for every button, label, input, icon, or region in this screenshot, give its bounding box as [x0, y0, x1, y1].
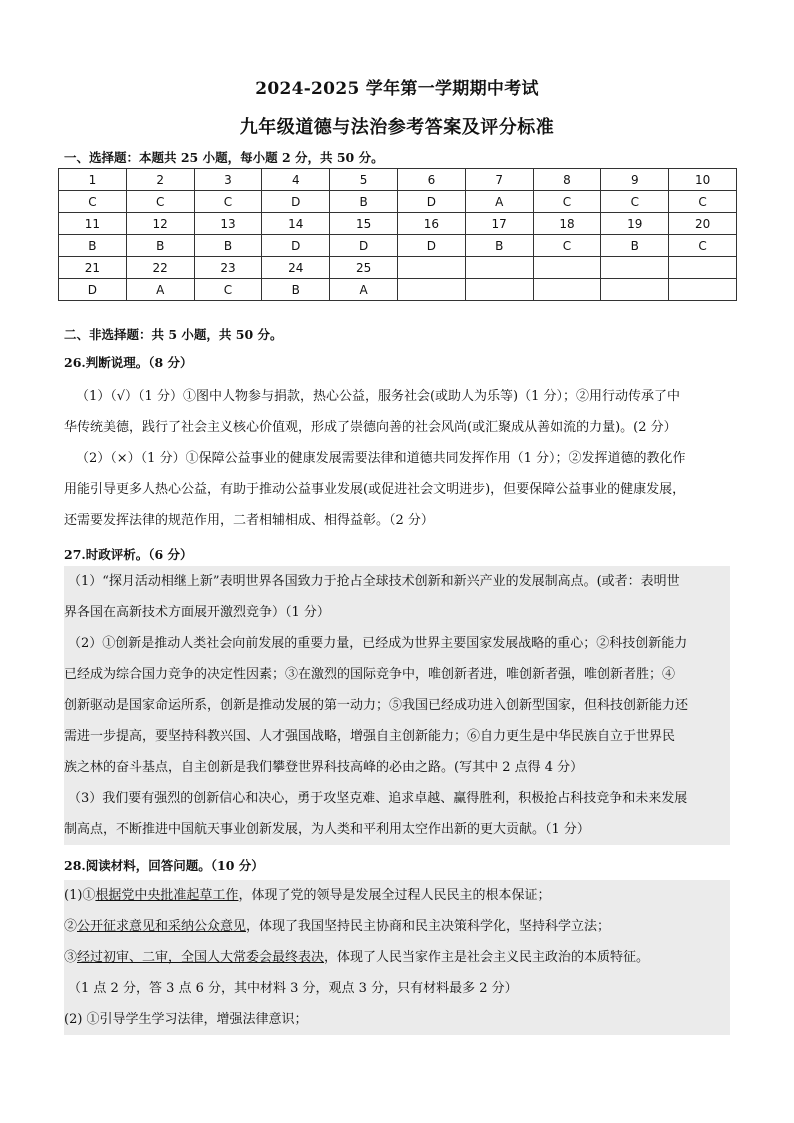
q26-answer-2 — [64, 443, 730, 536]
table-cell: B — [330, 191, 398, 213]
section-heading-nonchoice: 二、非选择题：共 5 小题，共 50 分。 — [64, 327, 283, 342]
table-cell: D — [397, 235, 465, 257]
q26-answer-1 — [64, 381, 730, 443]
table-cell — [601, 279, 669, 301]
text-line: （1）“探月活动相继上新”表明世界各国致力于抢占全球技术创新和新兴产业的发展制高点。(或者：表明世 — [68, 574, 680, 589]
table-cell — [397, 257, 465, 279]
table-row — [59, 191, 737, 213]
table-cell — [397, 279, 465, 301]
table-cell: 22 — [126, 257, 194, 279]
text-line: 界各国在高新技术方面展开激烈竞争）（1 分） — [64, 605, 330, 620]
table-cell: 24 — [262, 257, 330, 279]
q26-heading: 26.判断说理。（8 分） — [64, 355, 193, 370]
table-cell: 6 — [397, 169, 465, 191]
table-cell: A — [330, 279, 398, 301]
text-line: ③经过初审、二审，全国人大常委会最终表决，体现了人民当家作主是社会主义民主政治的本质特征。 — [64, 950, 650, 965]
table-cell: A — [126, 279, 194, 301]
table-cell — [533, 257, 601, 279]
scoring-note: （1 点 2 分，答 3 点 6 分，其中材料 3 分，观点 3 分，只有材料最多 2 分） — [68, 981, 518, 996]
q27-heading: 27.时政评析。（6 分） — [64, 547, 193, 562]
exam-subtitle: 九年级道德与法治参考答案及评分标准 — [239, 117, 555, 138]
text-line: （2）①创新是推动人类社会向前发展的重要力量，已经成为世界主要国家发展战略的重心；②科技创新能力 — [68, 636, 688, 651]
section-heading-choice: 一、选择题：本题共 25 小题，每小题 2 分，共 50 分。 — [64, 150, 384, 165]
table-cell: C — [669, 191, 737, 213]
table-cell: A — [465, 191, 533, 213]
text-line: (1)①根据党中央批准起草工作，体现了党的领导是发展全过程人民民主的根本保证； — [64, 888, 551, 903]
table-row — [59, 279, 737, 301]
table-cell: 21 — [59, 257, 127, 279]
table-cell: 5 — [330, 169, 398, 191]
text-line: (2) ①引导学生学习法律，增强法律意识； — [64, 1012, 308, 1027]
table-cell: B — [194, 235, 262, 257]
table-cell: 14 — [262, 213, 330, 235]
table-cell: 18 — [533, 213, 601, 235]
table-cell: D — [262, 235, 330, 257]
text-line: 用能引导更多人热心公益，有助于推动公益事业发展(或促进社会文明进步)，但要保障公益事业的健康发展， — [64, 482, 686, 497]
q27-answer-block — [64, 566, 730, 845]
text-line: （3）我们要有强烈的创新信心和决心，勇于攻坚克难、追求卓越、赢得胜利，积极抢占科技竞争和未来发展 — [68, 791, 688, 806]
table-cell: C — [533, 235, 601, 257]
table-cell: 15 — [330, 213, 398, 235]
q28-answer-block — [64, 880, 730, 1035]
text-line: 已经成为综合国力竞争的决定性因素；③在激烈的国际竞争中，唯创新者进，唯创新者强，唯创新者胜；④ — [64, 667, 676, 682]
table-cell — [601, 257, 669, 279]
table-cell — [465, 279, 533, 301]
text-line: 制高点，不断推进中国航天事业创新发展，为人类和平利用太空作出新的更大贡献。（1 分） — [64, 822, 590, 837]
table-cell: 23 — [194, 257, 262, 279]
table-cell: 8 — [533, 169, 601, 191]
table-cell: 2 — [126, 169, 194, 191]
table-cell: C — [533, 191, 601, 213]
table-cell: D — [397, 191, 465, 213]
table-cell: 25 — [330, 257, 398, 279]
table-row — [59, 235, 737, 257]
table-cell: C — [669, 235, 737, 257]
table-cell: D — [262, 191, 330, 213]
table-cell: 1 — [59, 169, 127, 191]
table-cell — [669, 257, 737, 279]
text-line: （1）（√）（1 分）①图中人物参与捐款，热心公益，服务社会(或助人为乐等)（1 分）；②用行动传承了中 — [76, 389, 681, 404]
text-line: 族之林的奋斗基点，自主创新是我们攀登世界科技高峰的必由之路。(写其中 2 点得 4 分） — [64, 760, 584, 775]
text-line: 创新驱动是国家命运所系，创新是推动发展的第一动力；⑤我国已经成功进入创新型国家，但科技创新能力还 — [64, 698, 689, 713]
table-cell: 16 — [397, 213, 465, 235]
table-cell: B — [59, 235, 127, 257]
table-cell: 3 — [194, 169, 262, 191]
table-cell: 12 — [126, 213, 194, 235]
table-cell: C — [59, 191, 127, 213]
exam-title: 2024-2025 学年第一学期期中考试 — [255, 79, 539, 99]
text-line: ②公开征求意见和采纳公众意见，体现了我国坚持民主协商和民主决策科学化，坚持科学立法； — [64, 919, 611, 934]
table-row — [59, 213, 737, 235]
table-row — [59, 169, 737, 191]
material-underline: 公开征求意见和采纳公众意见 — [77, 919, 247, 934]
table-cell: 4 — [262, 169, 330, 191]
table-cell: D — [59, 279, 127, 301]
text-line: （2）（×）（1 分）①保障公益事业的健康发展需要法律和道德共同发挥作用（1 分）；②发挥道德的教化作 — [76, 451, 686, 466]
table-cell: B — [262, 279, 330, 301]
table-cell: D — [330, 235, 398, 257]
table-cell: 11 — [59, 213, 127, 235]
table-cell: B — [601, 235, 669, 257]
table-cell: 10 — [669, 169, 737, 191]
table-cell — [669, 279, 737, 301]
table-cell: B — [126, 235, 194, 257]
table-cell: 17 — [465, 213, 533, 235]
table-cell — [465, 257, 533, 279]
text-line: 需进一步提高，要坚持科教兴国、人才强国战略，增强自主创新能力；⑥自力更生是中华民族自立于世界民 — [64, 729, 676, 744]
text-line: 华传统美德，践行了社会主义核心价值观，形成了崇德向善的社会风尚(或汇聚成从善如流的力量)。(2 分） — [64, 420, 677, 435]
table-row — [59, 257, 737, 279]
table-cell: 19 — [601, 213, 669, 235]
material-underline: 经过初审、二审，全国人大常委会最终表决 — [77, 950, 325, 965]
table-cell — [533, 279, 601, 301]
table-cell: 20 — [669, 213, 737, 235]
table-cell: 9 — [601, 169, 669, 191]
q28-heading: 28.阅读材料，回答问题。（10 分） — [64, 858, 264, 873]
table-cell: B — [465, 235, 533, 257]
material-underline: 根据党中央批准起草工作 — [95, 888, 239, 903]
table-cell: C — [601, 191, 669, 213]
table-cell: C — [126, 191, 194, 213]
table-cell: C — [194, 279, 262, 301]
table-cell: 7 — [465, 169, 533, 191]
text-line: 还需要发挥法律的规范作用，二者相辅相成、相得益彰。（2 分） — [64, 513, 434, 528]
answer-table — [58, 168, 737, 301]
table-cell: 13 — [194, 213, 262, 235]
table-cell: C — [194, 191, 262, 213]
